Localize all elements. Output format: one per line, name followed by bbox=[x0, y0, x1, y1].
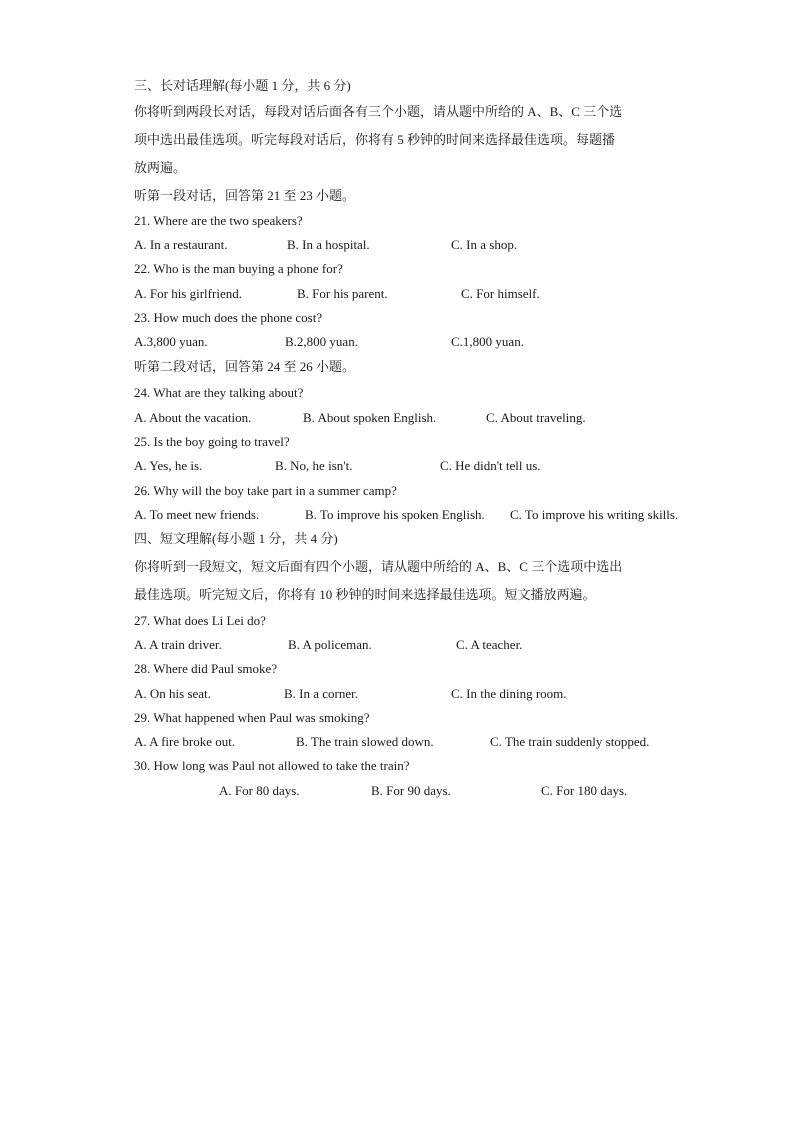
dialog1-note: 听第一段对话，回答第 21 至 23 小题。 bbox=[134, 188, 356, 203]
q26-option-c[interactable]: C. To improve his writing skills. bbox=[510, 507, 679, 522]
q25-option-c[interactable]: C. He didn't tell us. bbox=[440, 458, 541, 473]
question-27: 27. What does Li Lei do? bbox=[134, 613, 266, 628]
q25-option-b[interactable]: B. No, he isn't. bbox=[275, 458, 353, 473]
q23-option-b[interactable]: B.2,800 yuan. bbox=[285, 334, 358, 349]
q21-option-a[interactable]: A. In a restaurant. bbox=[134, 237, 228, 252]
question-25: 25. Is the boy going to travel? bbox=[134, 434, 290, 449]
q21-option-c[interactable]: C. In a shop. bbox=[451, 237, 518, 252]
q27-option-b[interactable]: B. A policeman. bbox=[288, 637, 372, 652]
section3-instruction-line2: 项中选出最佳选项。听完每段对话后，你将有 5 秒钟的时间来选择最佳选项。每题播 bbox=[134, 132, 616, 147]
q21-option-b[interactable]: B. In a hospital. bbox=[287, 237, 370, 252]
question-28: 28. Where did Paul smoke? bbox=[134, 661, 278, 676]
question-22: 22. Who is the man buying a phone for? bbox=[134, 261, 343, 276]
q28-option-c[interactable]: C. In the dining room. bbox=[451, 686, 567, 701]
q29-option-c[interactable]: C. The train suddenly stopped. bbox=[490, 734, 650, 749]
q22-option-b[interactable]: B. For his parent. bbox=[297, 286, 388, 301]
dialog2-note: 听第二段对话，回答第 24 至 26 小题。 bbox=[134, 359, 356, 374]
q29-option-b[interactable]: B. The train slowed down. bbox=[296, 734, 434, 749]
q30-option-a[interactable]: A. For 80 days. bbox=[219, 783, 300, 798]
q28-option-b[interactable]: B. In a corner. bbox=[284, 686, 359, 701]
q30-option-c[interactable]: C. For 180 days. bbox=[541, 783, 628, 798]
question-21: 21. Where are the two speakers? bbox=[134, 213, 303, 228]
section3-heading: 三、长对话理解(每小题 1 分，共 6 分) bbox=[134, 78, 351, 93]
q26-option-a[interactable]: A. To meet new friends. bbox=[134, 507, 260, 522]
q26-option-b[interactable]: B. To improve his spoken English. bbox=[305, 507, 485, 522]
question-23: 23. How much does the phone cost? bbox=[134, 310, 323, 325]
q25-option-a[interactable]: A. Yes, he is. bbox=[134, 458, 203, 473]
section4-instruction-line2: 最佳选项。听完短文后，你将有 10 秒钟的时间来选择最佳选项。短文播放两遍。 bbox=[134, 587, 596, 602]
section3-instruction-line1: 你将听到两段长对话，每段对话后面各有三个小题，请从题中所给的 A、B、C 三个选 bbox=[134, 104, 623, 119]
q22-option-a[interactable]: A. For his girlfriend. bbox=[134, 286, 242, 301]
question-29: 29. What happened when Paul was smoking? bbox=[134, 710, 370, 725]
q24-option-c[interactable]: C. About traveling. bbox=[486, 410, 586, 425]
q22-option-c[interactable]: C. For himself. bbox=[461, 286, 540, 301]
q28-option-a[interactable]: A. On his seat. bbox=[134, 686, 211, 701]
q30-option-b[interactable]: B. For 90 days. bbox=[371, 783, 451, 798]
q27-option-a[interactable]: A. A train driver. bbox=[134, 637, 222, 652]
section4-heading: 四、短文理解(每小题 1 分，共 4 分) bbox=[134, 531, 338, 546]
q27-option-c[interactable]: C. A teacher. bbox=[456, 637, 523, 652]
q23-option-a[interactable]: A.3,800 yuan. bbox=[134, 334, 208, 349]
q24-option-a[interactable]: A. About the vacation. bbox=[134, 410, 252, 425]
question-30: 30. How long was Paul not allowed to take the train? bbox=[134, 758, 410, 773]
section4-instruction-line1: 你将听到一段短文，短文后面有四个小题，请从题中所给的 A、B、C 三个选项中选出 bbox=[134, 559, 623, 574]
question-24: 24. What are they talking about? bbox=[134, 385, 304, 400]
q29-option-a[interactable]: A. A fire broke out. bbox=[134, 734, 236, 749]
question-26: 26. Why will the boy take part in a summer camp? bbox=[134, 483, 397, 498]
q24-option-b[interactable]: B. About spoken English. bbox=[303, 410, 437, 425]
section3-instruction-line3: 放两遍。 bbox=[134, 160, 187, 175]
q23-option-c[interactable]: C.1,800 yuan. bbox=[451, 334, 524, 349]
